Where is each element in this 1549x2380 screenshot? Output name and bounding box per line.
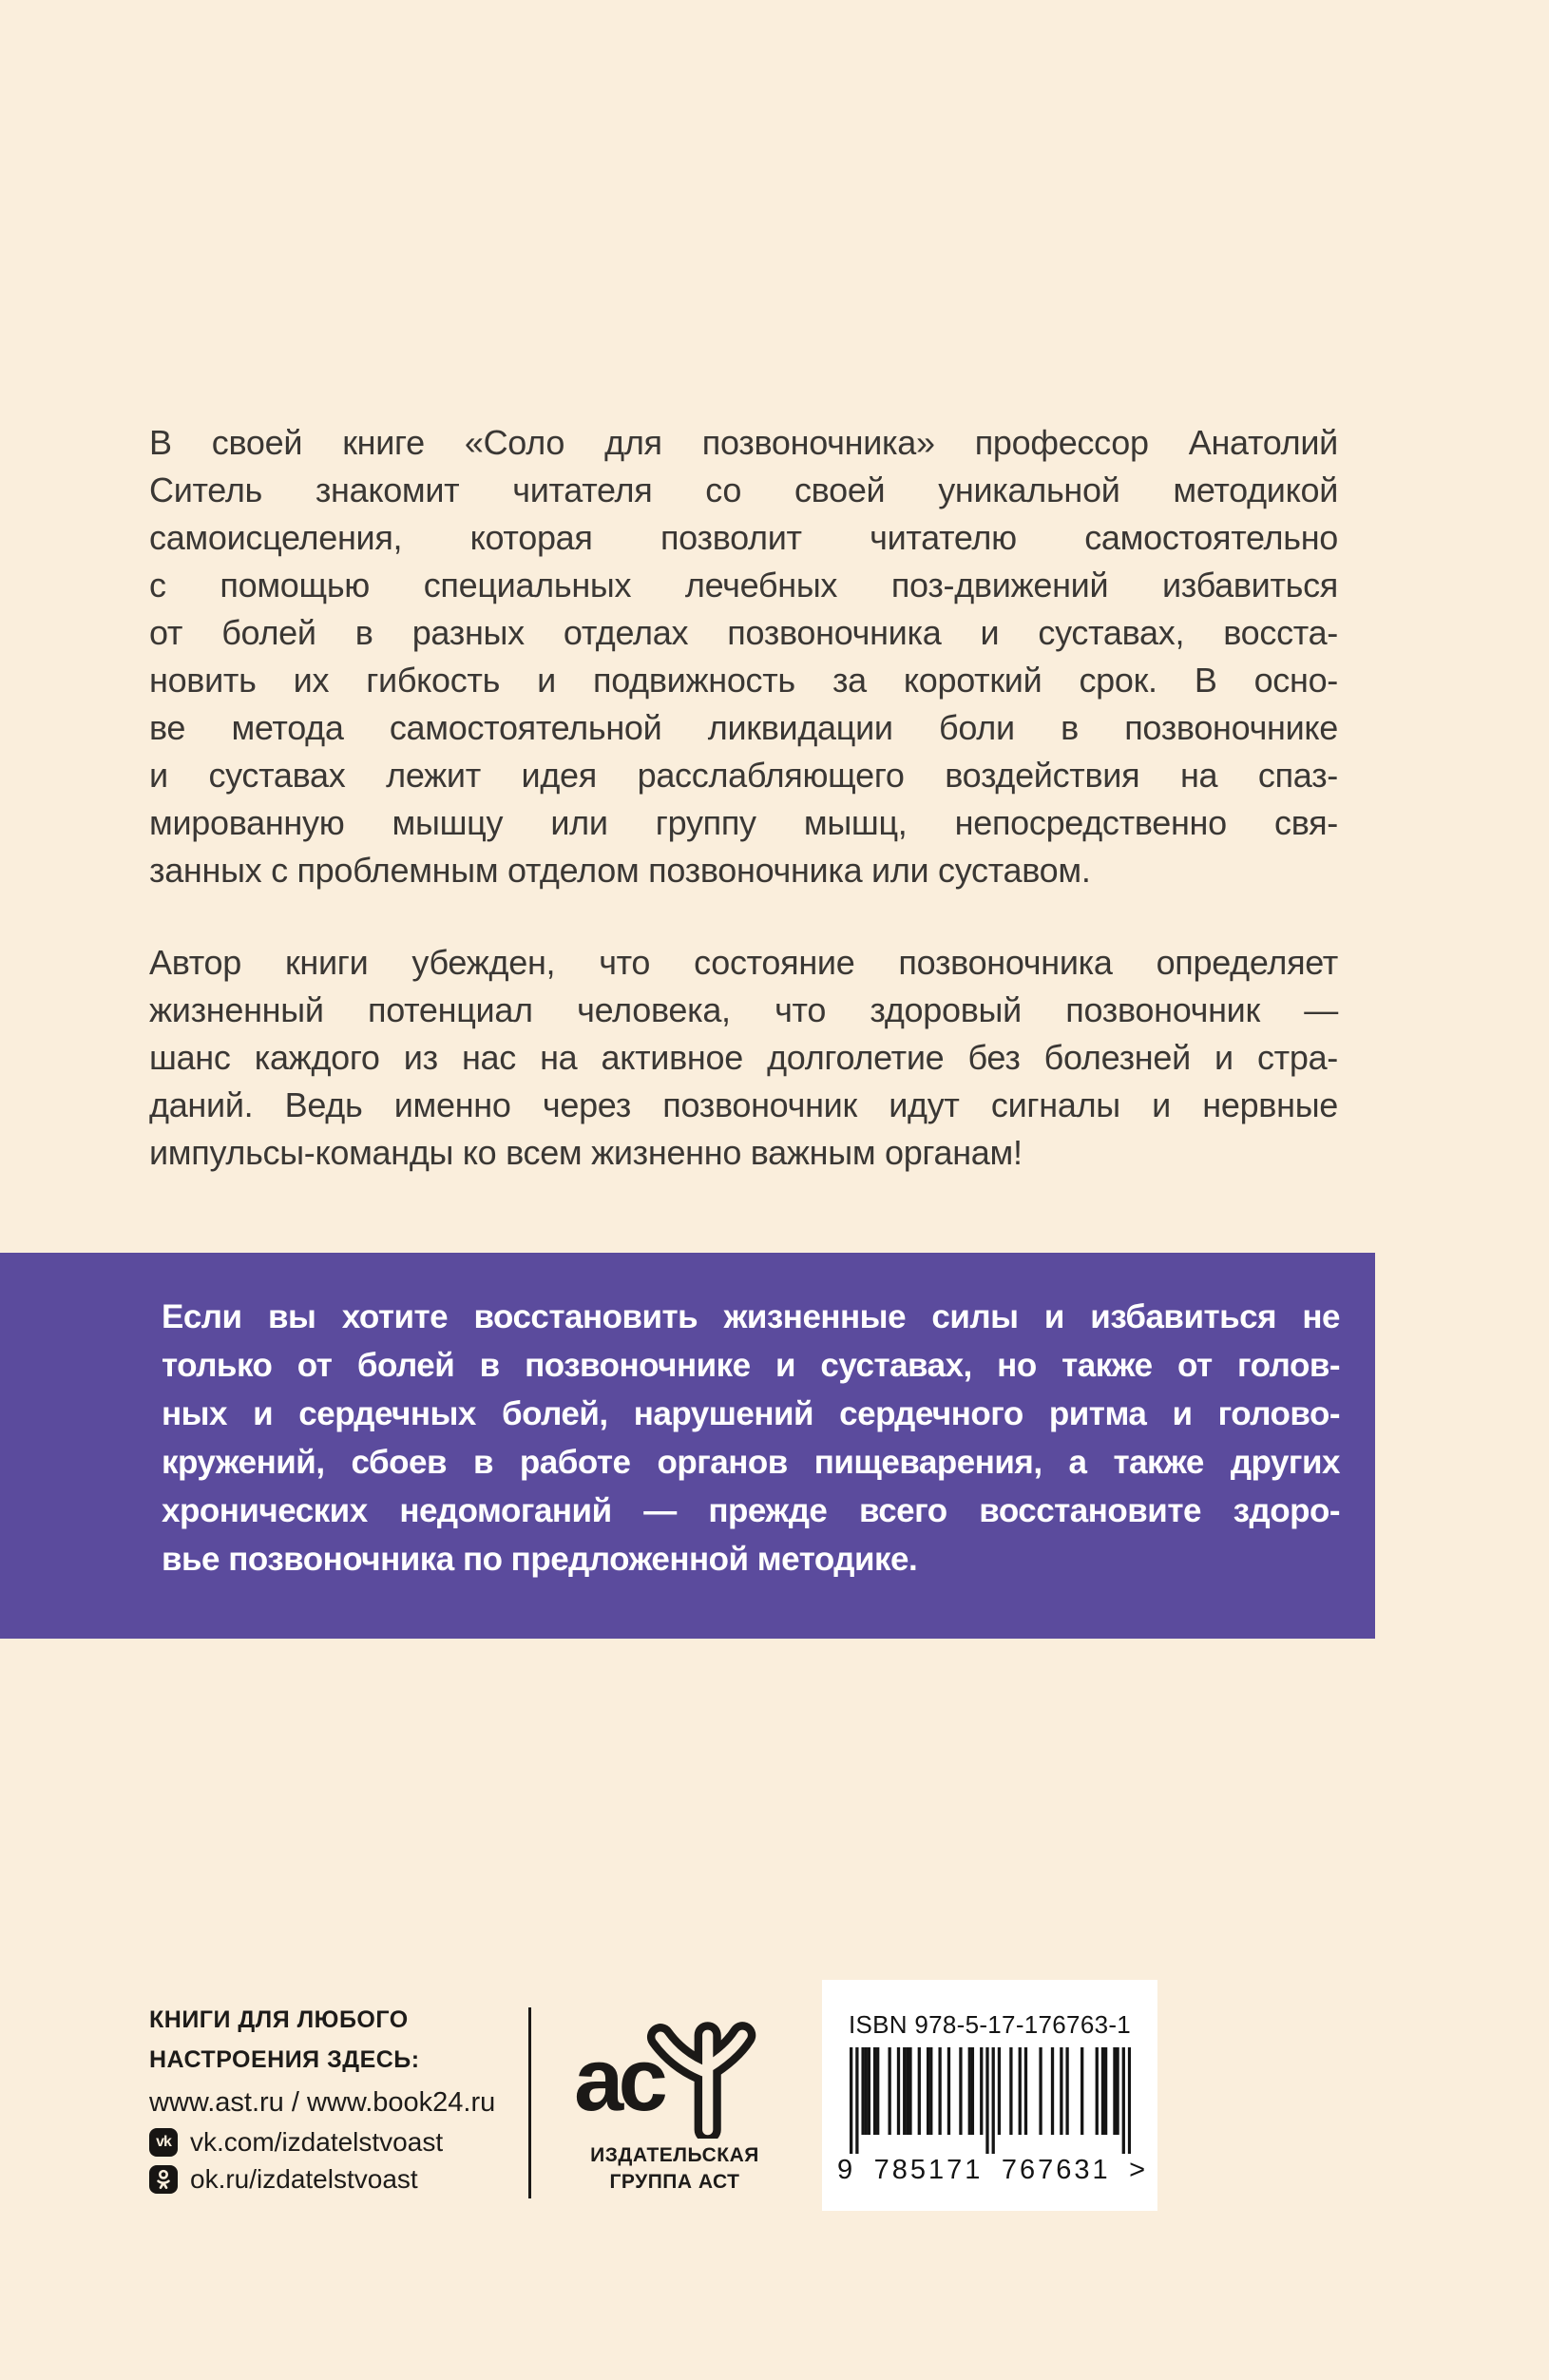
text-line: В своей книге «Соло для позвоночника» профессор Анатолий [149, 423, 1338, 462]
text-line: ве метода самостоятельной ликвидации боли в позвоночнике [149, 708, 1338, 747]
ean-digits-group2: 767631 [1001, 2155, 1111, 2185]
ast-logo-figure [660, 2035, 742, 2129]
ast-logo-letters: ас [574, 2029, 663, 2129]
text-line: и суставах лежит идея расслабляющего воздействия на спаз- [149, 756, 1338, 795]
text-line: импульсы-команды ко всем жизненно важным органам! [149, 1133, 1023, 1172]
text-line: Если вы хотите восстановить жизненные силы и избавиться не [162, 1298, 1340, 1335]
text-line: мированную мышцу или группу мышц, непосредственно свя- [149, 803, 1338, 842]
publisher-caption-line1: ИЗДАТЕЛЬСКАЯ [590, 2144, 759, 2166]
vk-icon-glyph: vk [156, 2134, 171, 2150]
vk-link-row [149, 2128, 529, 2157]
synopsis-paragraph-1 [149, 419, 1338, 894]
vk-link-text: vk.com/izdatelstvoast [190, 2127, 444, 2157]
promo-heading-line1: КНИГИ ДЛЯ ЛЮБОГО [149, 2006, 409, 2033]
vk-icon [149, 2128, 178, 2157]
text-line: занных с проблемным отделом позвоночника или суставом. [149, 851, 1091, 890]
ast-logo-icon [565, 1996, 784, 2139]
footer-promo-block [149, 2000, 529, 2194]
promo-heading-line2: НАСТРОЕНИЯ ЗДЕСЬ: [149, 2046, 420, 2073]
text-line: шанс каждого из нас на активное долголетие без болезней и стра- [149, 1038, 1338, 1077]
ean-barcode [850, 2047, 1131, 2154]
isbn-label: ISBN 978-5-17-176763-1 [848, 2010, 1132, 2039]
publisher-logo-block [544, 1996, 806, 2196]
text-line: самоисцеления, которая позволит читателю самостоятельно [149, 518, 1338, 557]
ean-end-char: > [1129, 2155, 1148, 2185]
text-line: Автор книги убежден, что состояние позвоночника определяет [149, 943, 1338, 982]
footer-divider-line [528, 2007, 531, 2198]
publisher-websites: www.ast.ru / www.book24.ru [149, 2087, 496, 2118]
highlight-panel [0, 1253, 1375, 1639]
text-line: жизненный потенциал человека, что здоровый позвоночник — [149, 990, 1338, 1029]
barcode-panel [822, 1980, 1157, 2211]
text-line: от болей в разных отделах позвоночника и суставах, восста- [149, 613, 1338, 652]
publisher-caption [544, 2142, 806, 2196]
synopsis-paragraph-2 [149, 939, 1338, 1177]
text-line: только от болей в позвоночнике и суставах, но также от голов- [162, 1347, 1340, 1384]
text-line: хронических недомоганий — прежде всего восстановите здоро- [162, 1492, 1340, 1529]
text-line: ных и сердечных болей, нарушений сердечного ритма и голово- [162, 1395, 1340, 1432]
ok-link-row [149, 2165, 529, 2194]
ean-digits [837, 2155, 1148, 2186]
text-line: кружений, сбоев в работе органов пищеварения, а также других [162, 1444, 1340, 1481]
text-line: Ситель знакомит читателя со своей уникальной методикой [149, 470, 1338, 509]
publisher-caption-line2: ГРУППА АСТ [609, 2171, 740, 2193]
text-line: вье позвоночника по предложенной методике. [162, 1541, 918, 1578]
ok-person-glyph [151, 2167, 176, 2192]
text-line: с помощью специальных лечебных поз-движений избавиться [149, 566, 1338, 605]
text-line: новить их гибкость и подвижность за короткий срок. В осно- [149, 661, 1338, 700]
ean-digit-left: 9 [837, 2155, 856, 2185]
ok-icon [149, 2165, 178, 2194]
ean-digits-group1: 785171 [873, 2155, 984, 2185]
text-line: даний. Ведь именно через позвоночник идут сигналы и нервные [149, 1085, 1338, 1124]
ok-link-text: ok.ru/izdatelstvoast [190, 2164, 418, 2194]
